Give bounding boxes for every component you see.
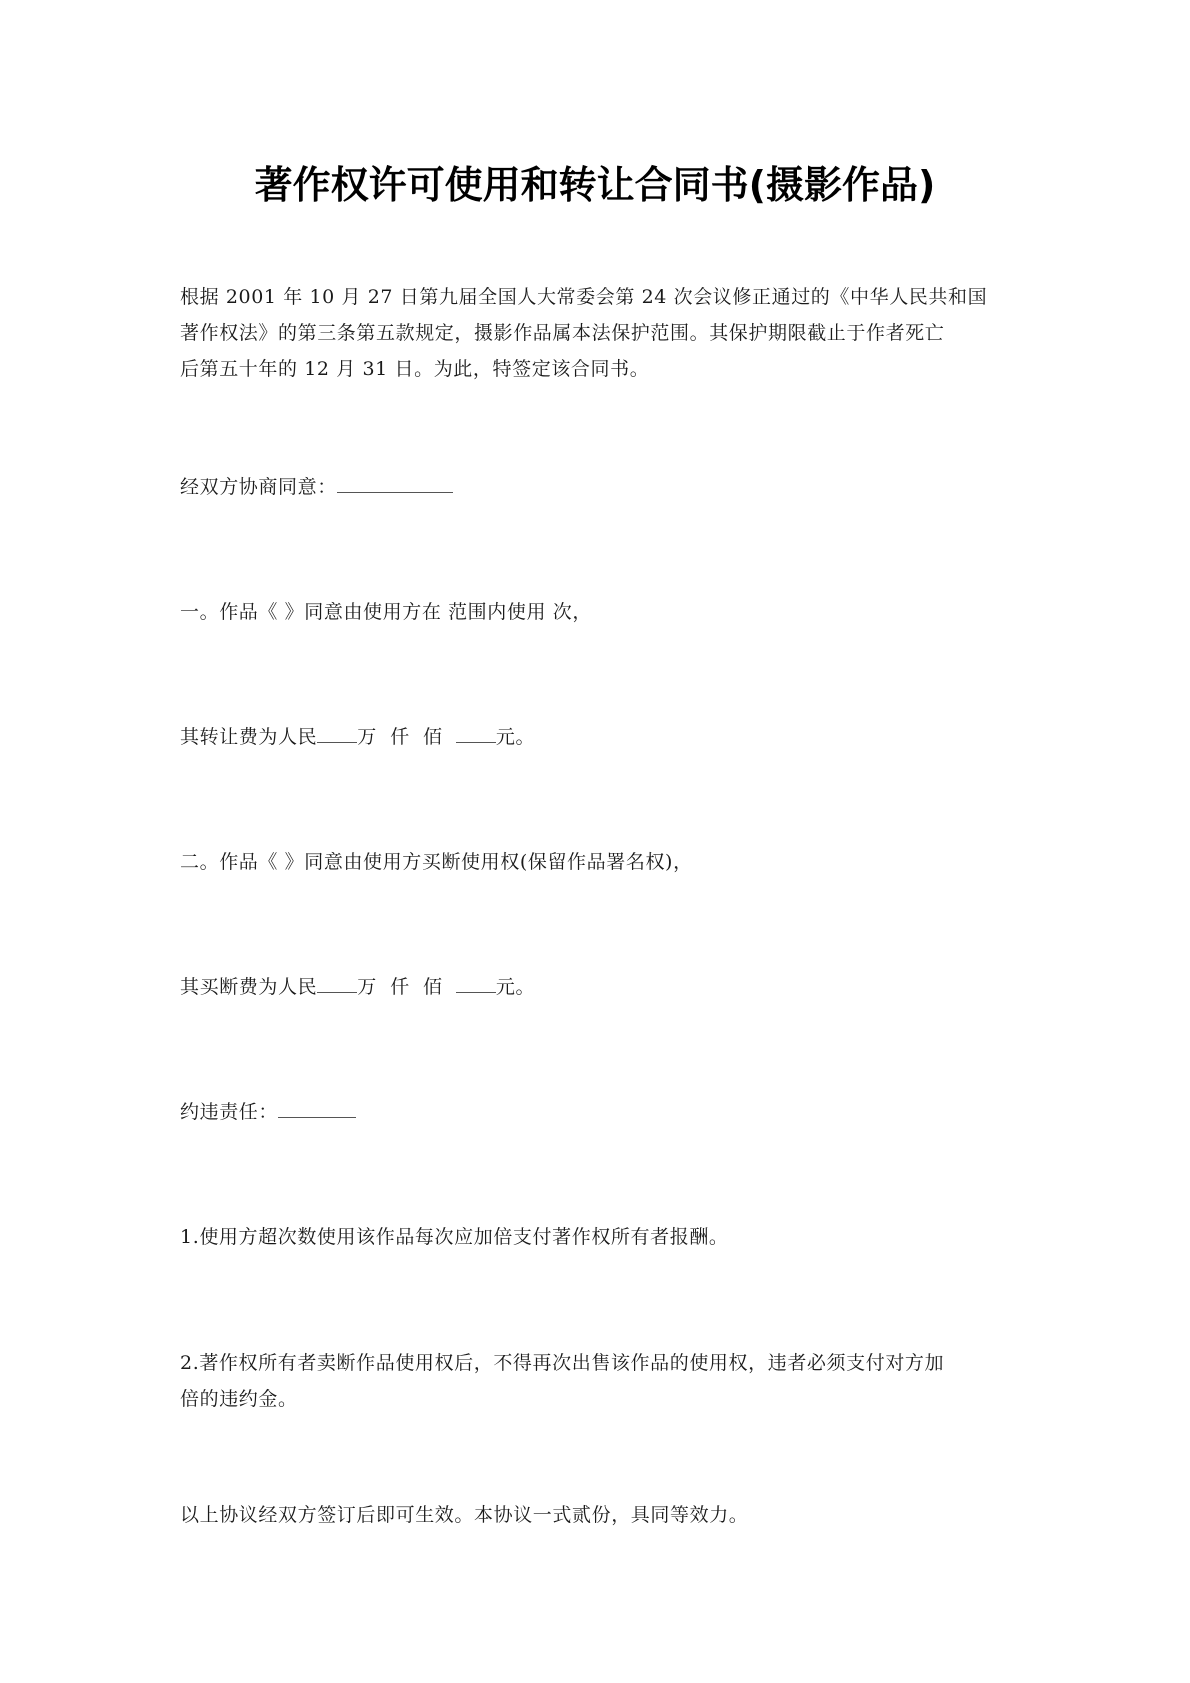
liability-item-1: [180, 1219, 1020, 1255]
liability-item-2: [180, 1345, 1020, 1417]
fee-yuan-blank[interactable]: [456, 974, 496, 993]
fee-suffix: 元。: [495, 726, 536, 748]
document-title: 著作权许可使用和转让合同书(摄影作品): [254, 163, 936, 207]
fee-unit-wan: 万: [357, 976, 377, 998]
clause-one-fee: [180, 719, 1020, 755]
liability-item-line: 2.著作权所有者卖断作品使用权后，不得再次出售该作品的使用权，违者必须支付对方加: [180, 1352, 945, 1374]
closing-text: 以上协议经双方签订后即可生效。本协议一式贰份，具同等效力。: [180, 1504, 749, 1526]
intro-line: 根据 2001 年 10 月 27 日第九届全国人大常委会第 24 次会议修正通过的《中华人民共和国: [180, 286, 988, 308]
fee-unit-wan: 万: [357, 726, 377, 748]
liability-item-line: 倍的违约金。: [180, 1388, 298, 1410]
agreement-label: 经双方协商同意：: [180, 476, 337, 498]
fee-wan-blank[interactable]: [317, 724, 357, 743]
clause-two-text: 二。作品《 》同意由使用方买断使用权(保留作品署名权)，: [180, 851, 693, 873]
clause-two: [180, 844, 1020, 880]
liability-item-line: 1.使用方超次数使用该作品每次应加倍支付著作权所有者报酬。: [180, 1226, 729, 1248]
clause-two-fee: [180, 969, 1020, 1005]
clause-one-text: 一。作品《 》同意由使用方在 范围内使用 次，: [180, 601, 592, 623]
closing-statement: [180, 1497, 1020, 1533]
fee-yuan-blank[interactable]: [456, 724, 496, 743]
fee-unit-qian: 仟: [376, 726, 423, 748]
fee-unit-bai: 佰: [422, 726, 456, 748]
fee-unit-bai: 佰: [422, 976, 456, 998]
fee-suffix: 元。: [495, 976, 536, 998]
liability-blank-field[interactable]: [278, 1099, 356, 1118]
fee-prefix: 其买断费为人民: [180, 976, 318, 998]
intro-paragraph: [180, 279, 1020, 387]
clause-one: [180, 594, 1020, 630]
liability-label: 约违责任：: [180, 1101, 279, 1123]
liability-line: [180, 1094, 1020, 1130]
agreement-blank-field[interactable]: [337, 474, 453, 493]
intro-line: 后第五十年的 12 月 31 日。为此，特签定该合同书。: [180, 358, 650, 380]
fee-wan-blank[interactable]: [317, 974, 357, 993]
fee-prefix: 其转让费为人民: [180, 726, 318, 748]
fee-unit-qian: 仟: [376, 976, 423, 998]
intro-line: 著作权法》的第三条第五款规定，摄影作品属本法保护范围。其保护期限截止于作者死亡: [180, 322, 945, 344]
agreement-line: [180, 469, 1020, 505]
